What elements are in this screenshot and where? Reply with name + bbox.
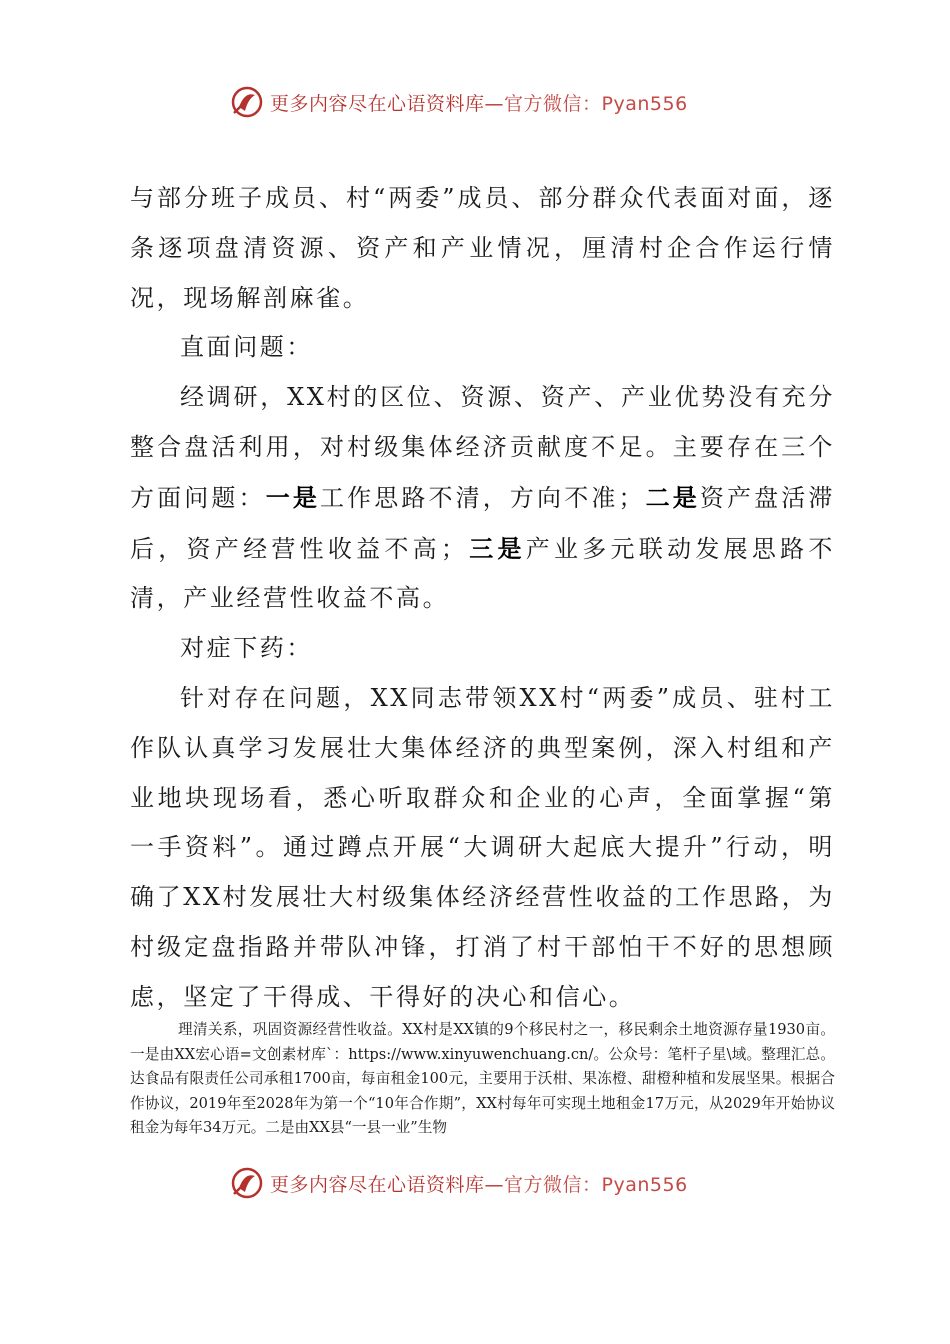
- banner-text: 更多内容尽在心语资料库—官方微信：Pyan556: [270, 92, 688, 115]
- header-watermark-banner: [230, 82, 790, 122]
- paragraph-2: 经调研，XX村的区位、资源、资产、产业优势没有充分整合盘活利用，对村级集体经济贡献度不足。主要存在三个方面问题：一是工作思路不清，方向不准；二是资产盘活滞后，资产经营性收益不高；三是产业多元联动发展思路不清，产业经营性收益不高。: [130, 383, 836, 613]
- footer-watermark-banner: [230, 1163, 790, 1203]
- paragraph-1: 与部分班子成员、村“两委”成员、部分群众代表面对面，逐条逐项盘清资源、资产和产业情况，厘清村企合作运行情况，现场解剖麻雀。: [130, 184, 835, 312]
- heading-face-problems: 直面问题：: [180, 333, 313, 362]
- small-print-paragraph: 理清关系，巩固资源经营性收益。XX村是XX镇的9个移民村之一，移民剩余土地资源存量1930亩。一是由XX宏心语=文创素材库`：https://www.xinyuwenchuang.cn/。公众号：笔杆子星\域。整理汇总。达食品有限责任公司承租1700亩，每亩租金100元，主要用于沃柑、果冻橙、甜橙种植和发展坚果。根据合作协议，2019年至2028年为第一个“10年合作期”，XX村每年可实现土地租金17万元，从2029年开始协议租金为每年34万元。二是由XX县“一县一业”生物: [130, 1021, 835, 1136]
- logo-icon: [230, 85, 264, 119]
- logo-icon: [230, 1166, 264, 1200]
- banner-text: 更多内容尽在心语资料库—官方微信：Pyan556: [270, 1173, 688, 1196]
- heading-prescribe-remedy: 对症下药：: [180, 634, 313, 663]
- paragraph-3: 针对存在问题，XX同志带领XX村“两委”成员、驻村工作队认真学习发展壮大集体经济的典型案例，深入村组和产业地块现场看，悉心听取群众和企业的心声，全面掌握“第一手资料”。通过蹲点开展“大调研大起底大提升”行动，明确了XX村发展壮大村级集体经济经营性收益的工作思路，为村级定盘指路并带队冲锋，打消了村干部怕干不好的思想顾虑，坚定了干得成、干得好的决心和信心。: [130, 683, 835, 1011]
- document-body: [130, 174, 835, 1023]
